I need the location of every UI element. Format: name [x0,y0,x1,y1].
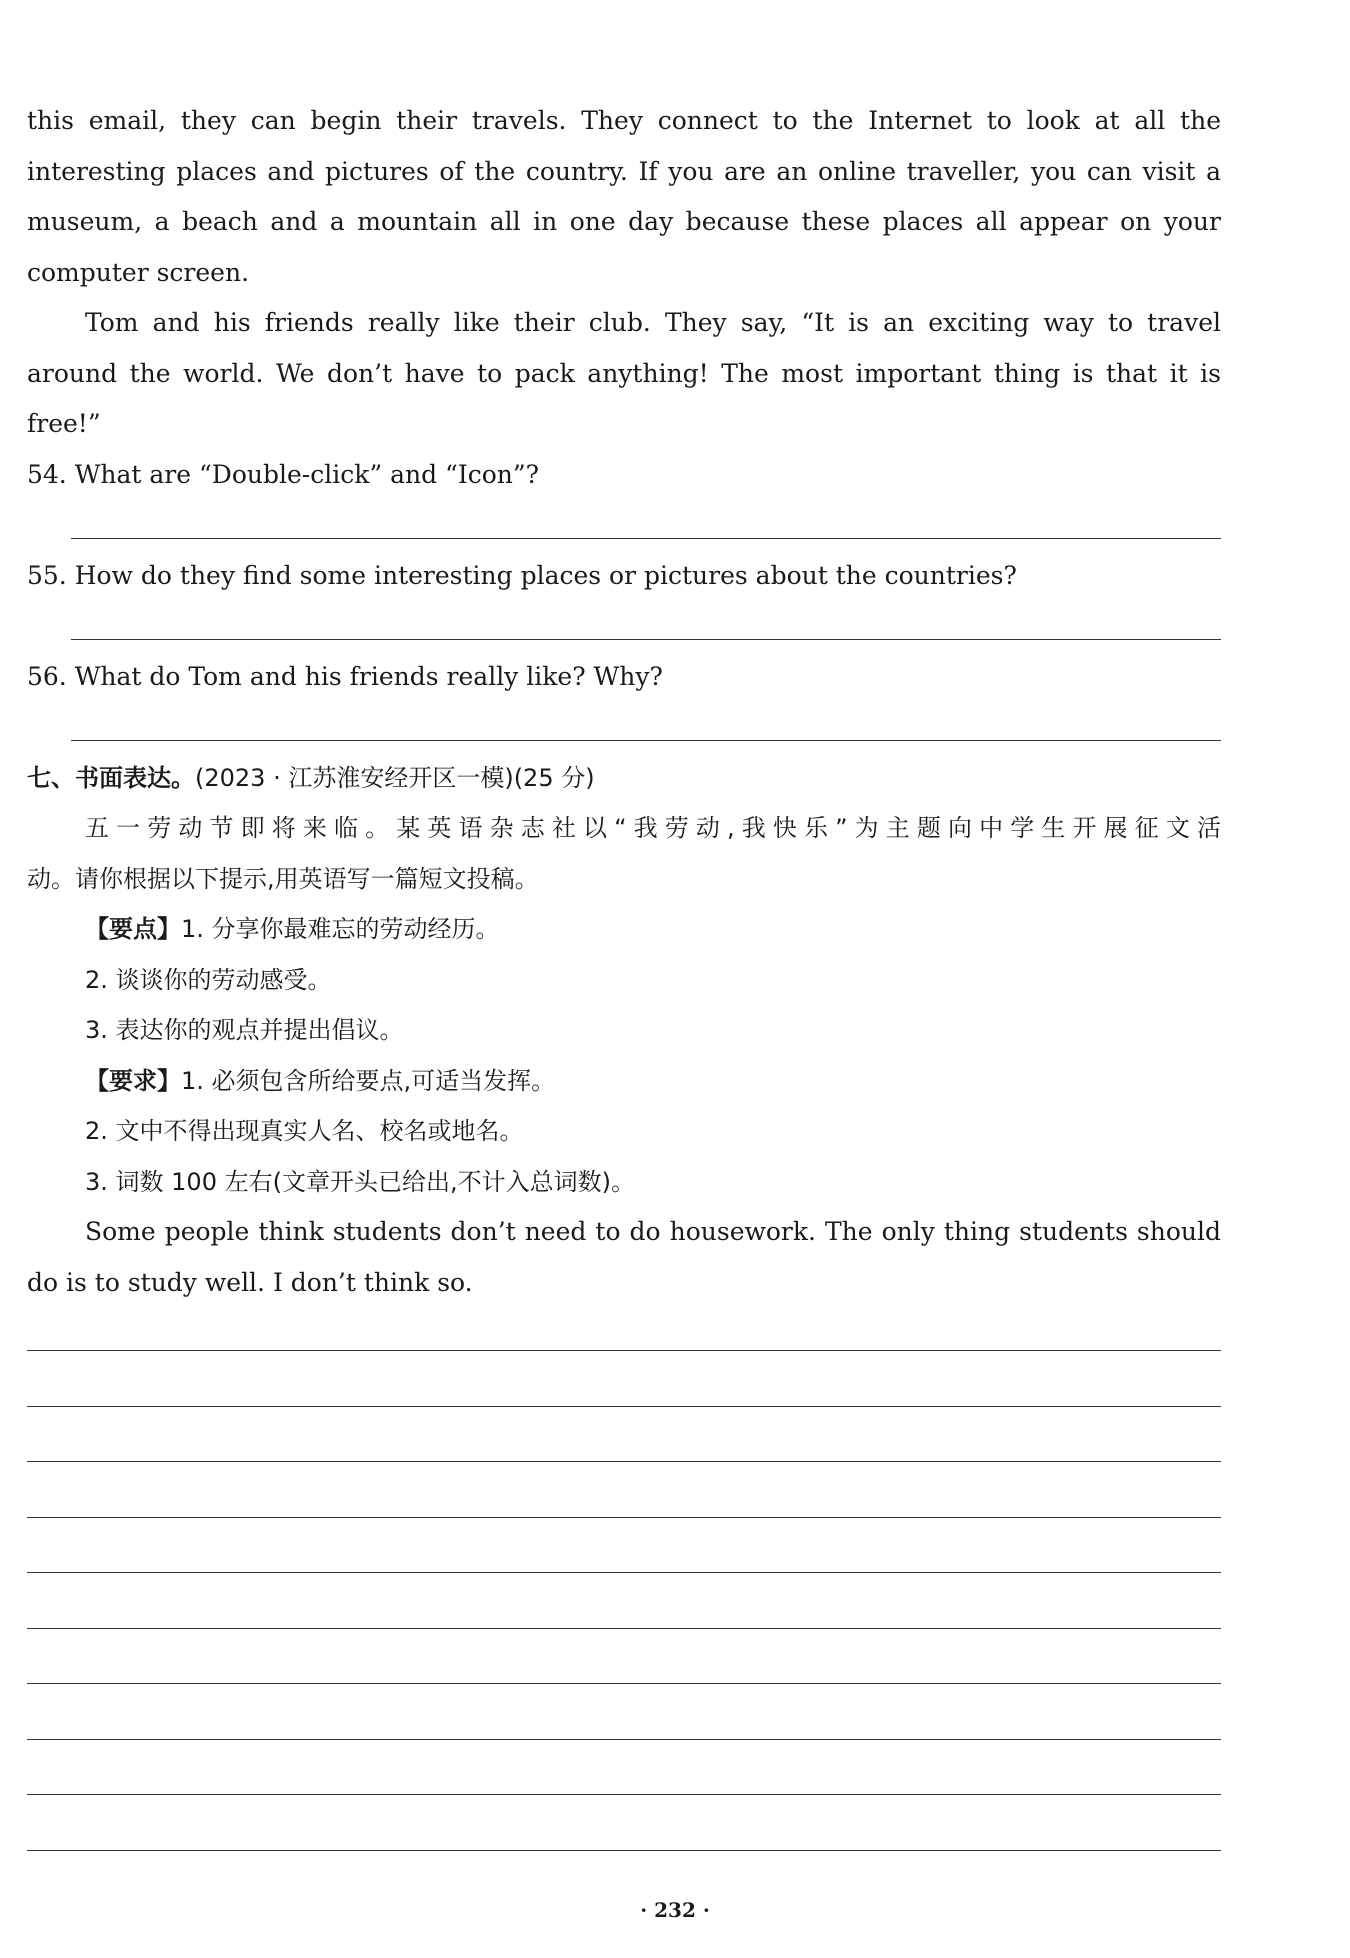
question-55: 55. How do they find some interesting places or pictures about the countries? [27,560,1017,590]
requirements-row [27,1056,1221,1107]
requirement-item: 3. 词数 100 左右(文章开头已给出,不计入总词数)。 [85,1167,635,1196]
point-item: 1. 分享你最难忘的劳动经历。 [181,915,500,943]
writing-line[interactable] [27,1518,1221,1574]
section-source: (2023 · 江苏淮安经开区一模)(25 分) [195,763,595,792]
passage-line: computer screen. [27,257,250,287]
writing-line[interactable] [27,1352,1221,1408]
requirements-label: 【要求】 [85,1066,181,1095]
passage-line: free!” [27,409,101,438]
writing-lines[interactable] [27,1296,1221,1851]
question-56: 56. What do Tom and his friends really like? Why? [27,661,663,691]
passage-line: around the world. We don’t have to pack anything! The most important thing is that it is [27,358,1221,388]
point-item: 2. 谈谈你的劳动感受。 [85,965,332,994]
question-54: 54. What are “Double-click” and “Icon”? [27,459,540,489]
points-label: 【要点】 [85,915,181,943]
writing-line[interactable] [27,1463,1221,1519]
passage-line: Tom and his friends really like their club. They say, “It is an exciting way to travel [85,308,1221,337]
points-row [27,904,1221,955]
answer-line-56[interactable] [27,702,1221,753]
writing-line[interactable] [27,1796,1221,1852]
requirement-item: 1. 必须包含所给要点,可适当发挥。 [181,1066,556,1095]
essay-opening: do is to study well. I don’t think so. [27,1267,473,1297]
writing-prompt: 五一劳动节即将来临。某英语杂志社以“我劳动,我快乐”为主题向中学生开展征文活 [85,814,1221,842]
requirement-item: 2. 文中不得出现真实人名、校名或地名。 [85,1117,524,1145]
writing-prompt: 动。请你根据以下提示,用英语写一篇短文投稿。 [27,864,539,893]
passage-line: interesting places and pictures of the country. If you are an online traveller, you can visit a [27,156,1221,186]
section-heading: 七、书面表达。 [27,763,195,792]
writing-line[interactable] [27,1629,1221,1685]
answer-line-55[interactable] [27,601,1221,652]
page-content [27,96,1221,1308]
writing-line[interactable] [27,1574,1221,1630]
answer-line-54[interactable] [27,500,1221,551]
writing-line[interactable] [27,1740,1221,1796]
essay-opening: Some people think students don’t need to do housework. The only thing students should [85,1217,1221,1246]
writing-line[interactable] [27,1685,1221,1741]
writing-heading-row [27,753,1221,804]
point-item: 3. 表达你的观点并提出倡议。 [85,1016,404,1044]
passage-line: this email, they can begin their travels. They connect to the Internet to look at all the [27,106,1221,135]
writing-line[interactable] [27,1407,1221,1463]
writing-line[interactable] [27,1296,1221,1352]
passage-line: museum, a beach and a mountain all in one day because these places all appear on your [27,207,1221,236]
page-number: · 232 · [640,1898,710,1922]
